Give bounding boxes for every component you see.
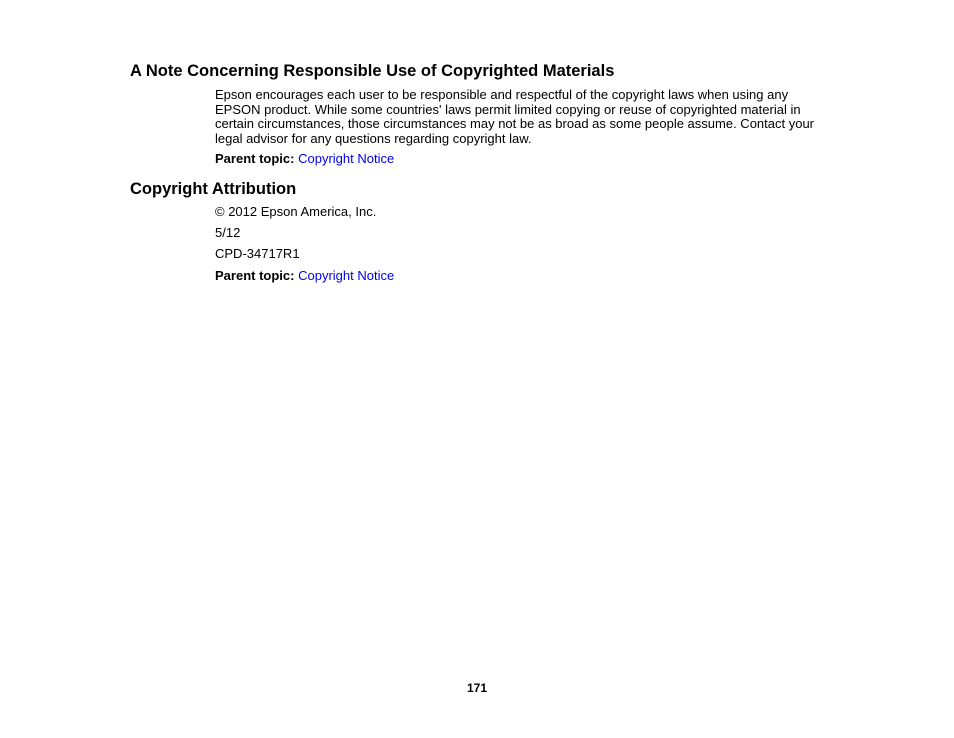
parent-topic-label: Parent topic: [215, 268, 295, 283]
responsible-use-paragraph [215, 88, 827, 146]
paragraph-line: Epson encourages each user to be responsible and respectful of the copyright laws when using any [215, 87, 789, 102]
paragraph-line: certain circumstances, those circumstances may not be as broad as some people assume. Contact your [215, 116, 815, 132]
paragraph-line: EPSON product. While some countries' laws permit limited copying or reuse of copyrighted material in [215, 101, 801, 117]
page-number: 171 [466, 681, 488, 695]
paragraph-line: legal advisor for any questions regarding copyright law. [215, 130, 532, 146]
parent-topic-line [215, 152, 394, 167]
parent-topic-link-copyright-notice[interactable]: Copyright Notice [298, 268, 395, 283]
section-heading-copyright-attribution: Copyright Attribution [130, 180, 297, 198]
parent-topic-line [215, 269, 394, 284]
document-code-line: CPD-34717R1 [215, 246, 300, 261]
document-date-line: 5/12 [215, 225, 241, 240]
section-heading-responsible-use: A Note Concerning Responsible Use of Copyrighted Materials [130, 62, 615, 80]
parent-topic-label: Parent topic: [215, 151, 295, 166]
parent-topic-link-copyright-notice[interactable]: Copyright Notice [298, 151, 395, 166]
copyright-owner-line: © 2012 Epson America, Inc. [215, 204, 377, 219]
